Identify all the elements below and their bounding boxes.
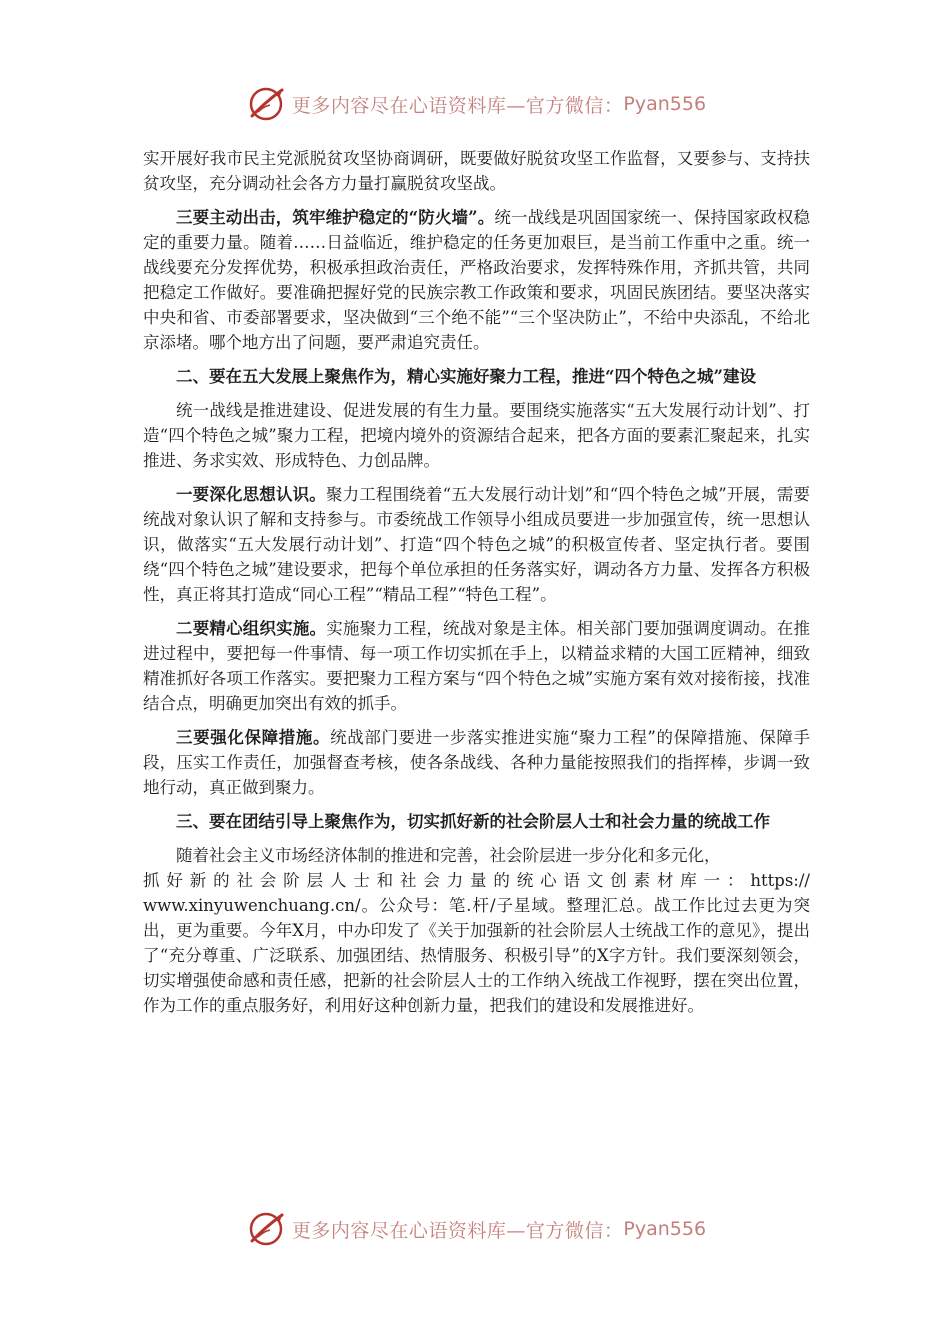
paragraph-line: 随着社会主义市场经济体制的推进和完善，社会阶层进一步分化和多元化， <box>176 846 721 865</box>
paragraph-body: 实施聚力工程，统战对象是主体。相关部门要加强调度调动。在推进过程中，要把每一件事情、每一项工作切实抓在手上，以精益求精的大国工匠精神，细致精准抓好各项工作落实。要把聚力工程方案与“四个特色之城”实施方案有效对接衔接，找准结合点，明确更加突出有效的抓手。 <box>143 619 811 713</box>
paragraph-body: 聚力工程围绕着“五大发展行动计划”和“四个特色之城”开展，需要统战对象认识了解和支持参与。市委统战工作领导小组成员要进一步加强宣传，统一思想认识，做落实“五大发展行动计划”、打造“四个特色之城”的积极宣传者、坚定执行者。要围绕“四个特色之城”建设要求，把每个单位承担的任务落实好，调动各方力量、发挥各方积极性，真正将其打造成“同心工程”“精品工程”“特色工程”。 <box>143 485 811 604</box>
paragraph-body: 统一战线是巩固国家统一、保持国家政权稳定的重要力量。随着……日益临近，维护稳定的任务更加艰巨，是当前工作重中之重。统一战线要充分发挥优势，积极承担政治责任，严格政治要求，发挥特殊作用，齐抓共管，共同把稳定工作做好。要准确把握好党的民族宗教工作政策和要求，巩固民族团结。要坚决落实中央和省、市委部署要求，坚决做到“三个绝不能”“三个坚决防止”，不给中央添乱，不给北京添堵。哪个地方出了问题，要严肃追究责任。 <box>143 208 810 352</box>
logo-icon <box>244 1207 288 1251</box>
section-heading: 三、要在团结引导上聚焦作为，切实抓好新的社会阶层人士和社会力量的统战工作 <box>176 812 770 831</box>
banner-text: 更多内容尽在心语资料库—官方微信： <box>291 94 624 117</box>
paragraph-line-justified <box>143 868 810 893</box>
paragraph-lead: 三要主动出击，筑牢维护稳定的“防火墙”。 <box>176 208 495 227</box>
paragraph: www.xinyuwenchuang.cn/。公众号：笔.杆/子星域。整理汇总。战工作比过去更为突出，更为重要。今年X月，中办印发了《关于加强新的社会阶层人士统战工作的意见》，提出了“充分尊重、广泛联系、加强团结、热情服务、积极引导”的X字方针。我们要深刻领会，切实增强使命感和责任感，把新的社会阶层人士的工作纳入统战工作视野，摆在突出位置，作为工作的重点服务好，利用好这种创新力量，把我们的建设和发展推进好。 <box>143 896 810 1015</box>
banner-text: 更多内容尽在心语资料库—官方微信： <box>291 1219 624 1242</box>
paragraph: 实开展好我市民主党派脱贫攻坚协商调研，既要做好脱贫攻坚工作监督，又要参与、支持扶贫攻坚，充分调动社会各方力量打赢脱贫攻坚战。 <box>143 149 810 193</box>
paragraph-lead: 二要精心组织实施。 <box>176 619 327 638</box>
paragraph <box>143 482 810 607</box>
section-heading: 二、要在五大发展上聚焦作为，精心实施好聚力工程，推进“四个特色之城”建设 <box>176 367 756 386</box>
banner-wechat-id: Pyan556 <box>623 93 707 115</box>
document-body <box>143 146 810 1027</box>
footer-banner <box>0 1205 950 1253</box>
logo-icon <box>244 82 288 126</box>
paragraph <box>143 843 810 868</box>
header-banner <box>0 80 950 128</box>
paragraph-lead: 一要深化思想认识。 <box>176 485 326 504</box>
paragraph <box>143 205 810 355</box>
banner-wechat-id: Pyan556 <box>623 1218 707 1240</box>
paragraph <box>143 725 810 800</box>
paragraph: 统一战线是推进建设、促进发展的有生力量。要围绕实施落实“五大发展行动计划”、打造“四个特色之城”聚力工程，把境内境外的资源结合起来，把各方面的要素汇聚起来，扎实推进、务求实效、形成特色、力创品牌。 <box>143 401 810 470</box>
paragraph-line: 抓好新的社会阶层人士和社会力量的统心语文创素材库一：https:// <box>143 871 810 890</box>
paragraph-lead: 三要强化保障措施。 <box>176 728 331 747</box>
paragraph-body: 统战部门要进一步落实推进实施“聚力工程”的保障措施、保障手段，压实工作责任，加强督查考核，使各条战线、各种力量能按照我们的指挥棒，步调一致地行动，真正做到聚力。 <box>143 728 810 797</box>
paragraph <box>143 616 810 716</box>
